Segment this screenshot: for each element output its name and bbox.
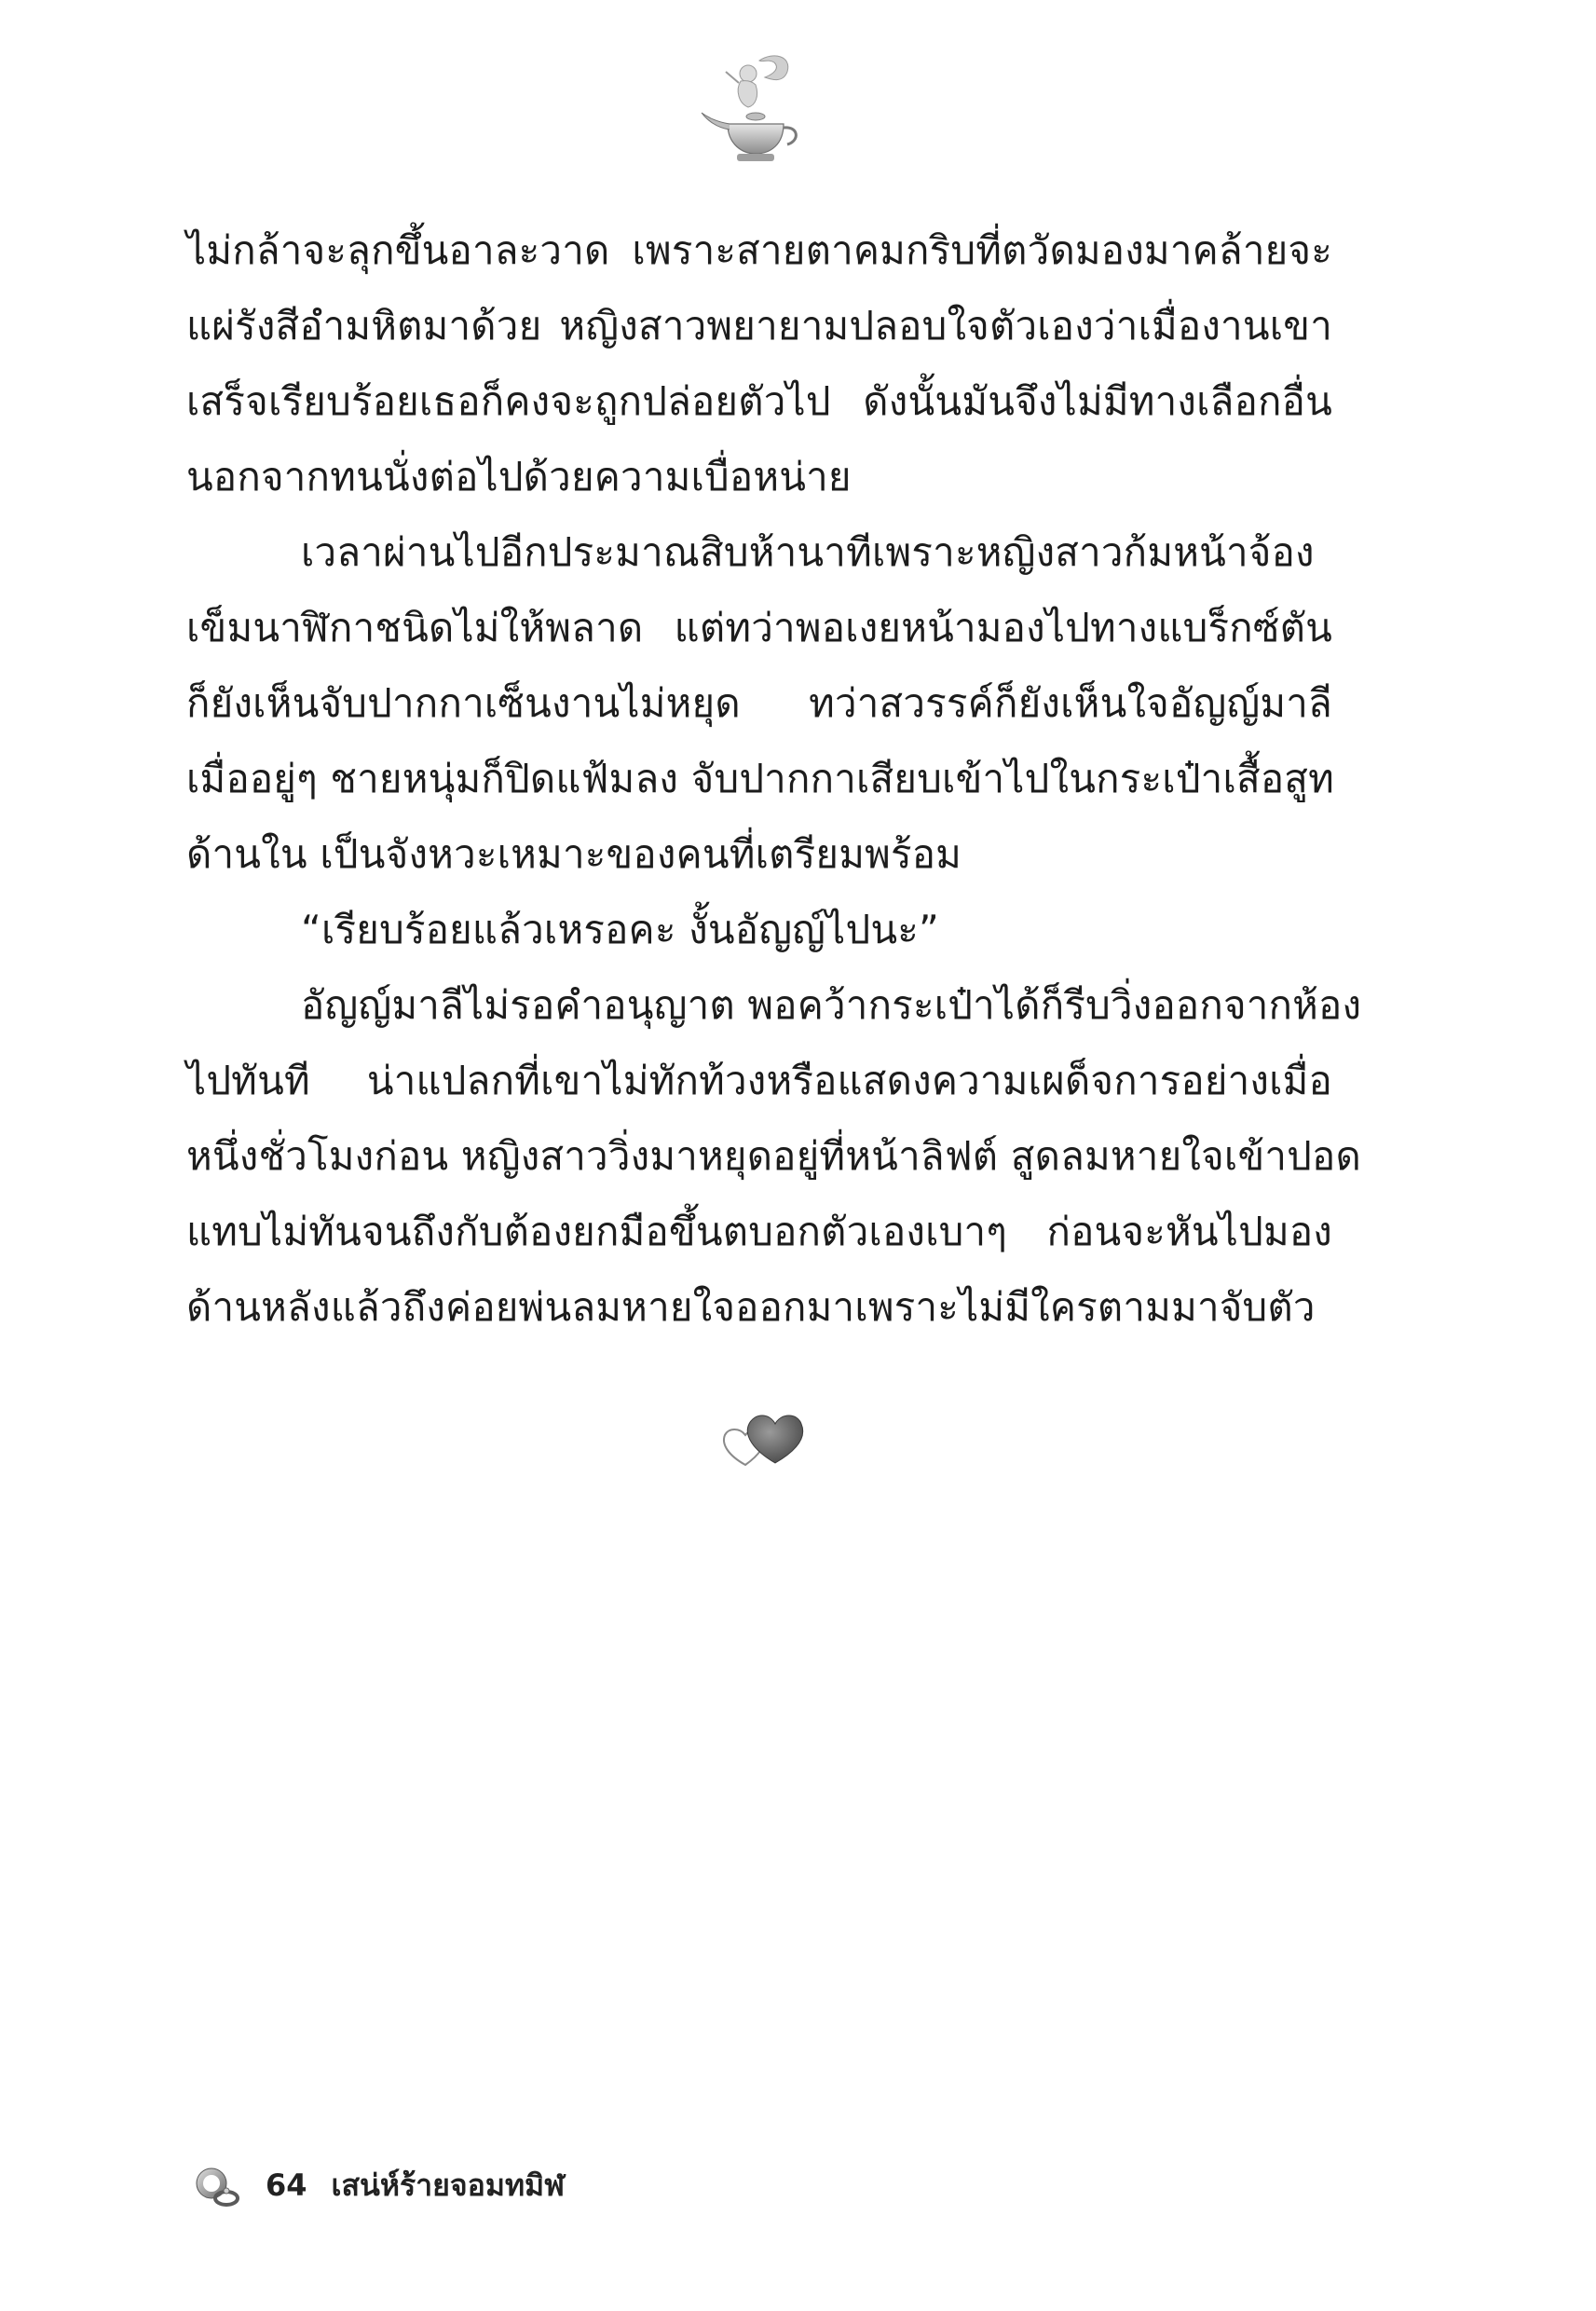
cupid-teapot-icon	[694, 51, 815, 172]
text-line: หนึ่งชั่วโมงก่อน หญิงสาววิ่งมาหยุดอยู่ที่หน้าลิฟต์ สูดลมหายใจเข้าปอด	[186, 1133, 1361, 1179]
text-line: เวลาผ่านไปอีกประมาณสิบห้านาทีเพราะหญิงสาวก้มหน้าจ้อง	[301, 529, 1315, 575]
body-text	[186, 212, 1362, 1345]
text-line: ก็ยังเห็นจับปากกาเซ็นงานไม่หยุด ทว่าสวรรค์ก็ยังเห็นใจอัญญ์มาลี	[186, 680, 1332, 726]
paragraph-3	[186, 892, 1332, 967]
text-line: นอกจากทนนั่งต่อไปด้วยความเบื่อหน่าย	[186, 454, 852, 499]
text-line: แผ่รังสีอำมหิตมาด้วย หญิงสาวพยายามปลอบใจตัวเองว่าเมื่องานเขา	[186, 303, 1332, 349]
page-number: 64	[266, 2167, 307, 2203]
paragraph-4	[186, 967, 1362, 1345]
rings-icon	[191, 2159, 243, 2211]
text-line: ด้านหลังแล้วถึงค่อยพ่นลมหายใจออกมาเพราะไม่มีใครตามมาจับตัว	[186, 1284, 1316, 1330]
page-footer	[191, 2153, 565, 2218]
text-line: ด้านใน เป็นจังหวะเหมาะของคนที่เตรียมพร้อม	[186, 831, 962, 877]
text-line: ไม่กล้าจะลุกขึ้นอาละวาด เพราะสายตาคมกริบที่ตวัดมองมาคล้ายจะ	[186, 227, 1332, 273]
text-line: เมื่ออยู่ๆ ชายหนุ่มก็ปิดแฟ้มลง จับปากกาเสียบเข้าไปในกระเป๋าเสื้อสูท	[186, 756, 1334, 801]
text-line: “เรียบร้อยแล้วเหรอคะ งั้นอัญญ์ไปนะ”	[301, 907, 939, 952]
text-line: เข็มนาฬิกาชนิดไม่ให้พลาด แต่ทว่าพอเงยหน้ามองไปทางแบร็กซ์ตัน	[186, 605, 1332, 650]
hearts-icon	[717, 1407, 820, 1472]
paragraph-1	[186, 212, 1332, 514]
text-line: เสร็จเรียบร้อยเธอก็คงจะถูกปล่อยตัวไป ดังนั้นมันจึงไม่มีทางเลือกอื่น	[186, 378, 1332, 424]
text-line: แทบไม่ทันจนถึงกับต้องยกมือขึ้นตบอกตัวเองเบาๆ ก่อนจะหันไปมอง	[186, 1209, 1332, 1254]
book-title: เสน่ห์ร้ายจอมทมิฬ	[331, 2167, 565, 2203]
paragraph-2	[186, 514, 1332, 892]
text-line: อัญญ์มาลีไม่รอคำอนุญาต พอคว้ากระเป๋าได้ก็รีบวิ่งออกจากห้อง	[301, 982, 1362, 1028]
text-line: ไปทันที น่าแปลกที่เขาไม่ทักท้วงหรือแสดงความเผด็จการอย่างเมื่อ	[186, 1058, 1332, 1103]
